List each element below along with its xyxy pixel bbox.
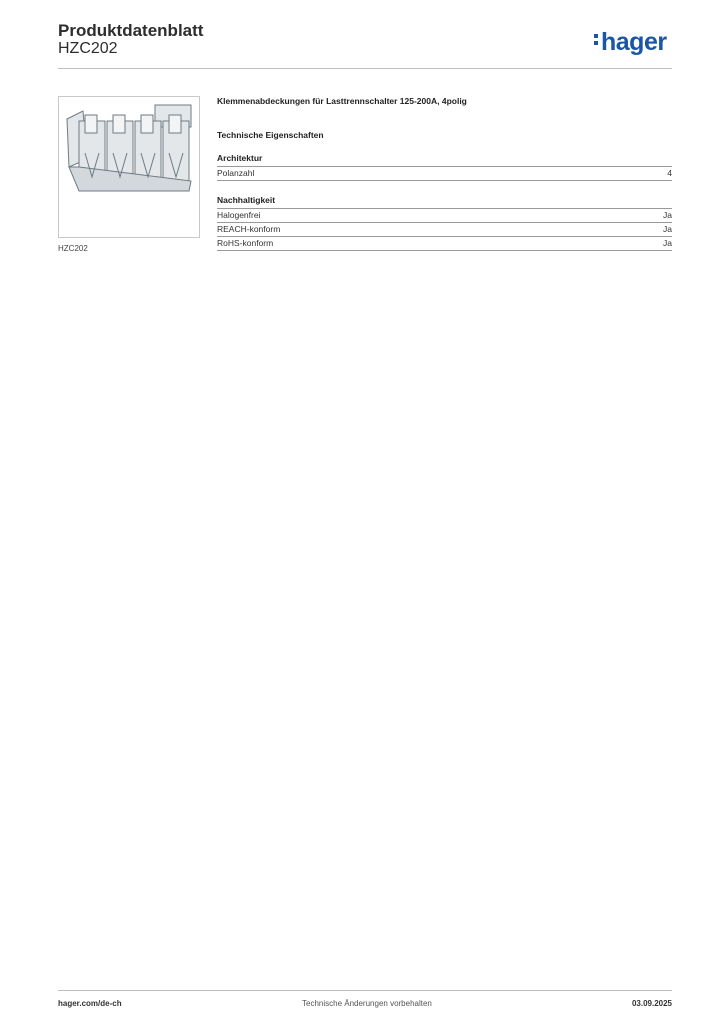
spec-value: Ja (663, 238, 672, 248)
spec-row (217, 237, 672, 251)
spec-value: Ja (663, 224, 672, 234)
spec-value: 4 (667, 168, 672, 178)
image-caption: HZC202 (58, 244, 88, 253)
footer-disclaimer: Technische Änderungen vorbehalten (302, 999, 432, 1008)
header-divider (58, 68, 672, 69)
spec-value: Ja (663, 210, 672, 220)
brand-name: hager (601, 28, 667, 56)
footer-divider (58, 990, 672, 991)
hager-logo (594, 28, 667, 57)
product-description: Klemmenabdeckungen für Lasttrennschalter 125-200A, 4polig (217, 96, 467, 106)
spec-label: Halogenfrei (217, 210, 261, 220)
spec-row (217, 223, 672, 237)
product-code: HZC202 (58, 40, 118, 57)
spec-row (217, 209, 672, 223)
group-heading: Architektur (217, 153, 672, 167)
group-heading: Nachhaltigkeit (217, 195, 672, 209)
spec-label: Polanzahl (217, 168, 255, 178)
section-title: Technische Eigenschaften (217, 130, 324, 140)
page-title: Produktdatenblatt (58, 21, 204, 40)
footer-website-link[interactable]: hager.com/de-ch (58, 999, 122, 1008)
spec-label: REACH-konform (217, 224, 281, 234)
product-image (58, 96, 200, 238)
spec-label: RoHS-konform (217, 238, 274, 248)
spec-content (217, 96, 672, 251)
footer-date: 03.09.2025 (631, 999, 672, 1008)
spec-row (217, 167, 672, 181)
